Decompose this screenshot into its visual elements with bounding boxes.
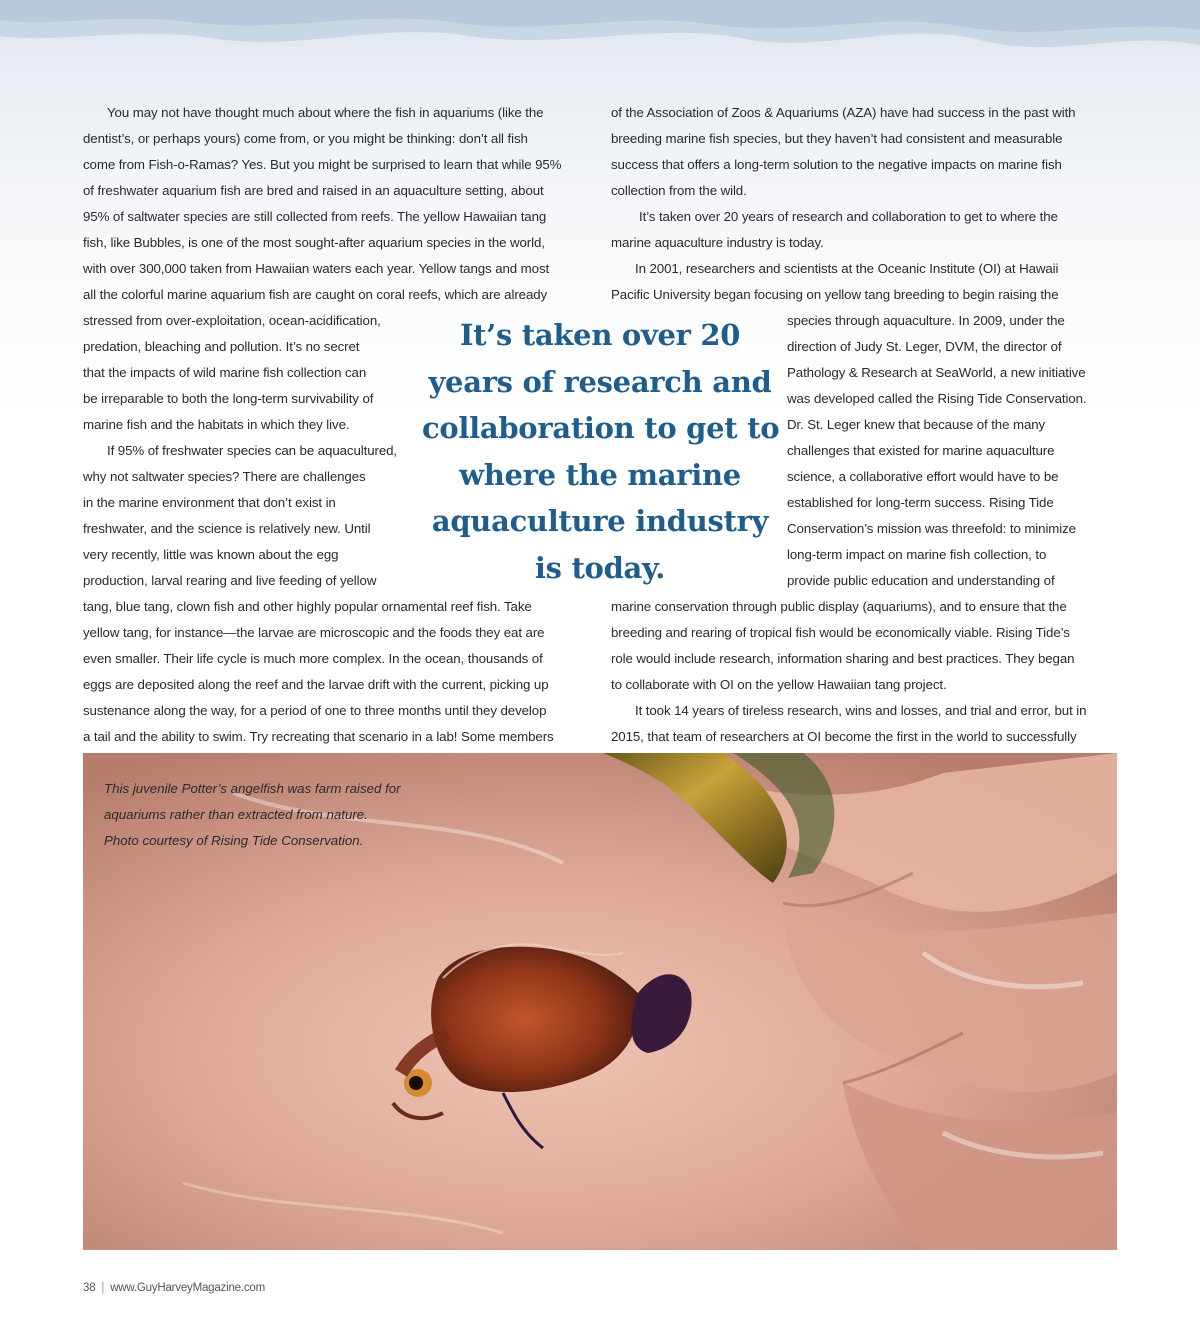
- right-column-bottom: [611, 594, 1086, 750]
- left-column-top: [83, 100, 561, 308]
- text-line: Dr. St. Leger knew that because of the many: [787, 417, 1046, 432]
- text-line: Pacific University began focusing on yellow tang breeding to begin raising the: [611, 287, 1059, 302]
- text-line: fish, like Bubbles, is one of the most sought-after aquarium species in the world,: [83, 235, 545, 250]
- text-line: eggs are deposited along the reef and the larvae drift with the current, picking up: [83, 677, 549, 692]
- left-column-narrow: [83, 308, 397, 594]
- text-line: It took 14 years of tireless research, wins and losses, and trial and error, but in: [635, 703, 1087, 718]
- pull-quote-line: aquaculture industry: [431, 504, 769, 538]
- photo-caption: [104, 776, 444, 854]
- text-line: predation, bleaching and pollution. It’s no secret: [83, 339, 360, 354]
- text-line: If 95% of freshwater species can be aquacultured,: [107, 443, 398, 458]
- text-line: 95% of saltwater species are still collected from reefs. The yellow Hawaiian tang: [83, 209, 547, 224]
- pull-quote-line: years of research and: [428, 364, 772, 399]
- text-line: established for long-term success. Rising Tide: [787, 495, 1054, 510]
- right-column-top: [611, 100, 1075, 308]
- wave-decoration: [0, 0, 1200, 70]
- text-line: yellow tang, for instance—the larvae are microscopic and the foods they eat are: [83, 625, 545, 640]
- footer-separator: |: [101, 1282, 105, 1294]
- pull-quote-line: is today.: [534, 550, 666, 585]
- text-line: marine aquaculture industry is today.: [611, 235, 824, 250]
- text-line: You may not have thought much about where the fish in aquariums (like the: [107, 105, 544, 120]
- text-line: freshwater, and the science is relatively new. Until: [83, 521, 371, 536]
- text-line: marine conservation through public display (aquariums), and to ensure that the: [611, 599, 1067, 614]
- caption-line: aquariums rather than extracted from nature.: [104, 807, 368, 822]
- text-line: collection from the wild.: [611, 183, 747, 198]
- text-line: in the marine environment that don’t exist in: [83, 495, 336, 510]
- text-line: success that offers a long-term solution to the negative impacts on marine fish: [611, 157, 1062, 172]
- text-line: long-term impact on marine fish collection, to: [787, 547, 1047, 562]
- text-line: all the colorful marine aquarium fish are caught on coral reefs, which are already: [83, 287, 548, 302]
- text-line: dentist’s, or perhaps yours) come from, or you might be thinking: don’t all fish: [83, 131, 528, 146]
- text-line: production, larval rearing and live feeding of yellow: [83, 573, 377, 588]
- text-line: tang, blue tang, clown fish and other highly popular ornamental reef fish. Take: [83, 599, 532, 614]
- text-line: very recently, little was known about the egg: [83, 547, 339, 562]
- footer-url[interactable]: www.GuyHarveyMagazine.com: [110, 1282, 265, 1294]
- right-column-narrow: [787, 308, 1087, 594]
- text-line: why not saltwater species? There are challenges: [83, 469, 366, 484]
- text-line: provide public education and understanding of: [787, 573, 1055, 588]
- text-line: with over 300,000 taken from Hawaiian waters each year. Yellow tangs and most: [83, 261, 550, 276]
- caption-line: This juvenile Potter’s angelfish was farm raised for: [104, 781, 401, 796]
- text-line: even smaller. Their life cycle is much more complex. In the ocean, thousands of: [83, 651, 543, 666]
- text-line: 2015, that team of researchers at OI become the first in the world to successfully: [611, 729, 1077, 744]
- text-line: species through aquaculture. In 2009, under the: [787, 313, 1065, 328]
- text-line: role would include research, information sharing and best practices. They began: [611, 651, 1075, 666]
- left-column-bottom: [83, 594, 554, 750]
- text-line: sustenance along the way, for a period of one to three months until they develop: [83, 703, 547, 718]
- text-line: Conservation’s mission was threefold: to minimize: [787, 521, 1076, 536]
- text-line: of freshwater aquarium fish are bred and raised in an aquaculture setting, about: [83, 183, 544, 198]
- text-line: Pathology & Research at SeaWorld, a new initiative: [787, 365, 1086, 380]
- text-line: breeding marine fish species, but they haven’t had consistent and measurable: [611, 131, 1063, 146]
- text-line: was developed called the Rising Tide Conservation.: [787, 391, 1087, 406]
- text-line: come from Fish-o-Ramas? Yes. But you might be surprised to learn that while 95%: [83, 157, 562, 172]
- pull-quote-line: collaboration to get to: [422, 411, 780, 445]
- pull-quote-line: where the marine: [459, 457, 741, 492]
- text-line: marine fish and the habitats in which they live.: [83, 417, 350, 432]
- text-line: that the impacts of wild marine fish collection can: [83, 365, 367, 380]
- text-line: challenges that existed for marine aquaculture: [787, 443, 1055, 458]
- text-line: It’s taken over 20 years of research and collaboration to get to where the: [639, 209, 1058, 224]
- page-footer: [83, 1282, 265, 1294]
- text-line: direction of Judy St. Leger, DVM, the director of: [787, 339, 1062, 354]
- pull-quote-line: It’s taken over 20: [459, 318, 741, 352]
- text-line: In 2001, researchers and scientists at the Oceanic Institute (OI) at Hawaii: [635, 261, 1059, 276]
- caption-line: Photo courtesy of Rising Tide Conservation.: [104, 833, 364, 848]
- text-line: breeding and rearing of tropical fish would be economically viable. Rising Tide’s: [611, 625, 1070, 640]
- text-line: a tail and the ability to swim. Try recreating that scenario in a lab! Some members: [83, 729, 554, 744]
- page-number: 38: [83, 1282, 96, 1294]
- text-line: to collaborate with OI on the yellow Hawaiian tang project.: [611, 677, 947, 692]
- text-line: of the Association of Zoos & Aquariums (AZA) have had success in the past with: [611, 105, 1076, 120]
- text-line: stressed from over-exploitation, ocean-acidification,: [83, 313, 381, 328]
- pull-quote: [422, 312, 778, 591]
- text-line: science, a collaborative effort would have to be: [787, 469, 1059, 484]
- text-line: be irreparable to both the long-term survivability of: [83, 391, 374, 406]
